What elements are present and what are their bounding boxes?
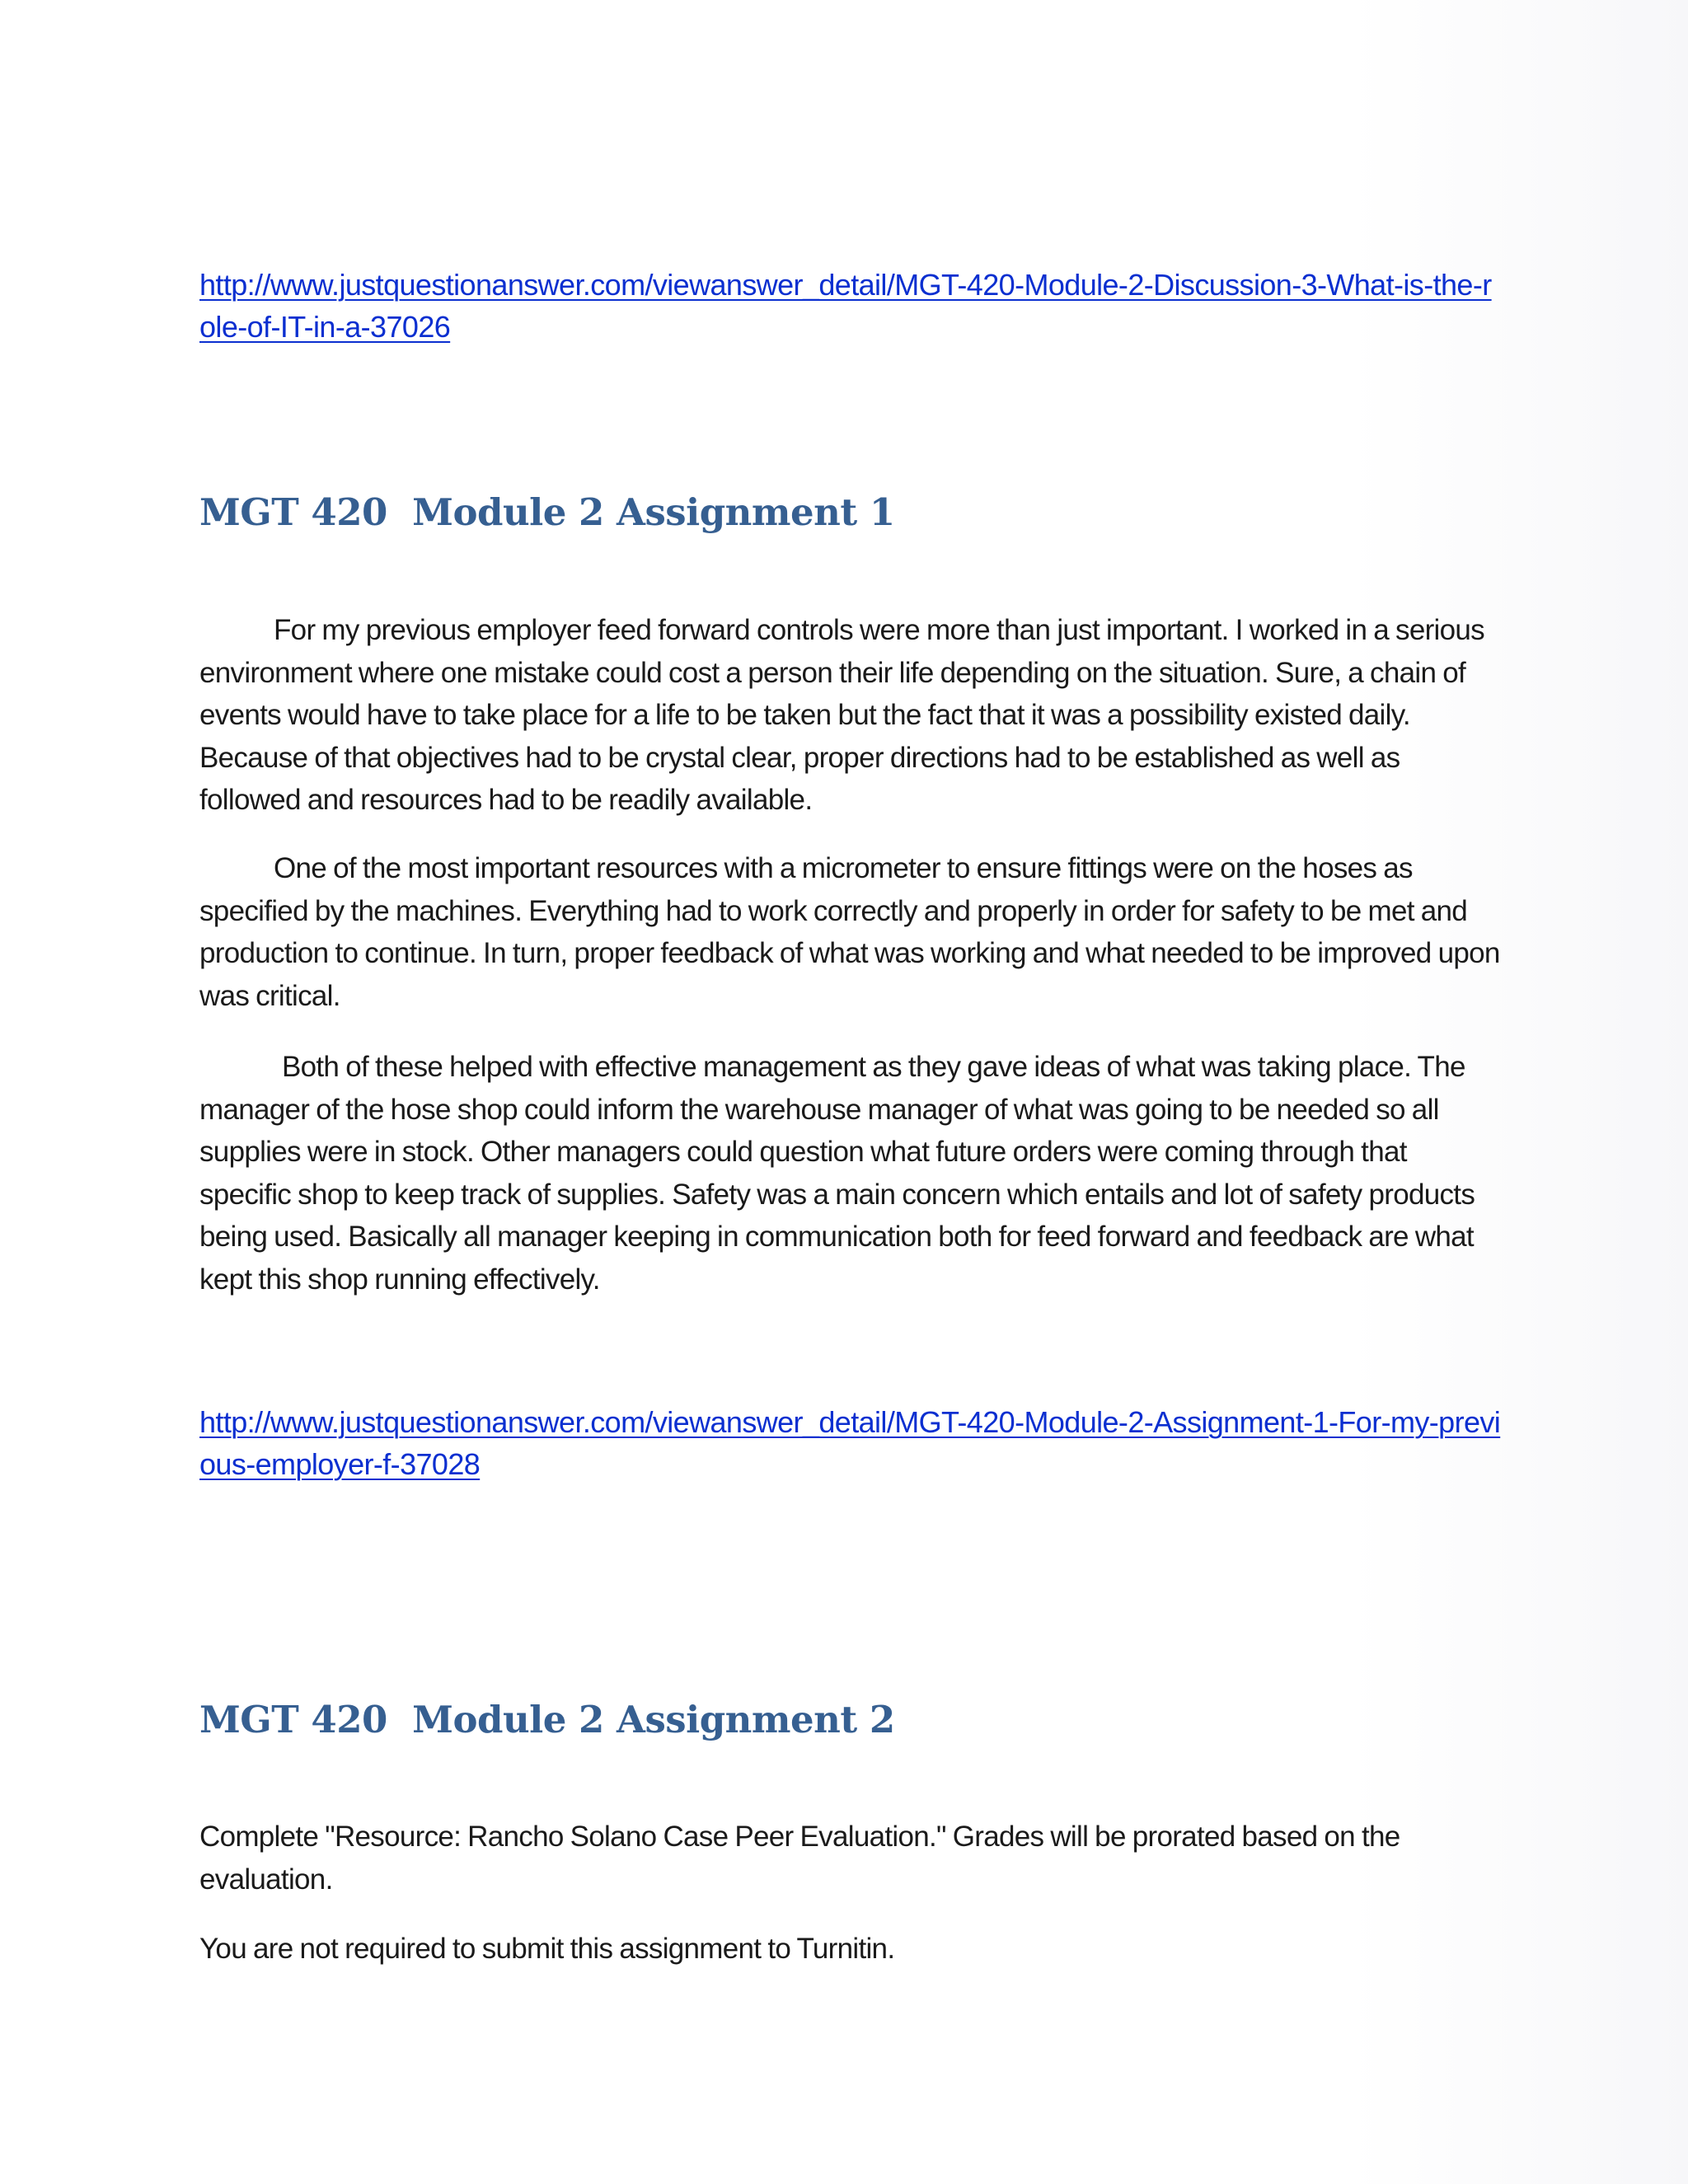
- link-block-discussion-3: [199, 264, 1502, 348]
- assignment-2-section-header: [199, 1695, 1502, 1745]
- assignment-1-body: [199, 609, 1502, 822]
- assignment-1-paragraph-1: For my previous employer feed forward controls were more than just important. I worked in a serious environment where one mistake could cost a person their life depending on the situation. Sure, a chain of events would have to take place for a life to be taken but the fact that it was a possibility existed daily. Because of that objectives had to be crystal clear, proper directions had to be established as well as followed and resources had to be readily available.: [199, 614, 1484, 816]
- assignment-1-paragraph-3: Both of these helped with effective management as they gave ideas of what was taking place. The manager of the hose shop could inform the warehouse manager of what was going to be needed so all supplies were in stock. Other managers could question what future orders were coming through that specific shop to keep track of supplies. Safety was a main concern which entails and lot of safety products being used. Basically all manager keeping in communication both for feed forward and feedback are what kept this shop running effectively.: [199, 1051, 1475, 1296]
- assignment-2-paragraph-2: You are not required to submit this assignment to Turnitin.: [199, 1933, 895, 1965]
- link-discussion-3[interactable]: http://www.justquestionanswer.com/viewanswer_detail/MGT-420-Module-2-Discussion-3-What-is-the-role-of-IT-in-a-37026: [199, 268, 1492, 344]
- assignment-2-body-2: [199, 1928, 1502, 1971]
- link-assignment-1[interactable]: http://www.justquestionanswer.com/viewanswer_detail/MGT-420-Module-2-Assignment-1-For-my-previous-employer-f-37028: [199, 1405, 1501, 1481]
- assignment-1-section-header: [199, 488, 1502, 537]
- assignment-2-body: [199, 1816, 1502, 1900]
- assignment-1-body-2: [199, 847, 1502, 1017]
- assignment-1-paragraph-2: One of the most important resources with a micrometer to ensure fittings were on the hoses as specified by the machines. Everything had to work correctly and properly in order for safety to be met and production to continue. In turn, proper feedback of what was working and what needed to be improved upon was critical.: [199, 852, 1500, 1012]
- link-block-assignment-1: [199, 1401, 1502, 1485]
- assignment-1-title: MGT 420 Module 2 Assignment 1: [199, 490, 895, 534]
- assignment-1-body-3: [199, 1046, 1502, 1301]
- assignment-2-paragraph-1: Complete "Resource: Rancho Solano Case Peer Evaluation." Grades will be prorated based on the evaluation.: [199, 1821, 1400, 1896]
- assignment-2-title: MGT 420 Module 2 Assignment 2: [199, 1698, 895, 1741]
